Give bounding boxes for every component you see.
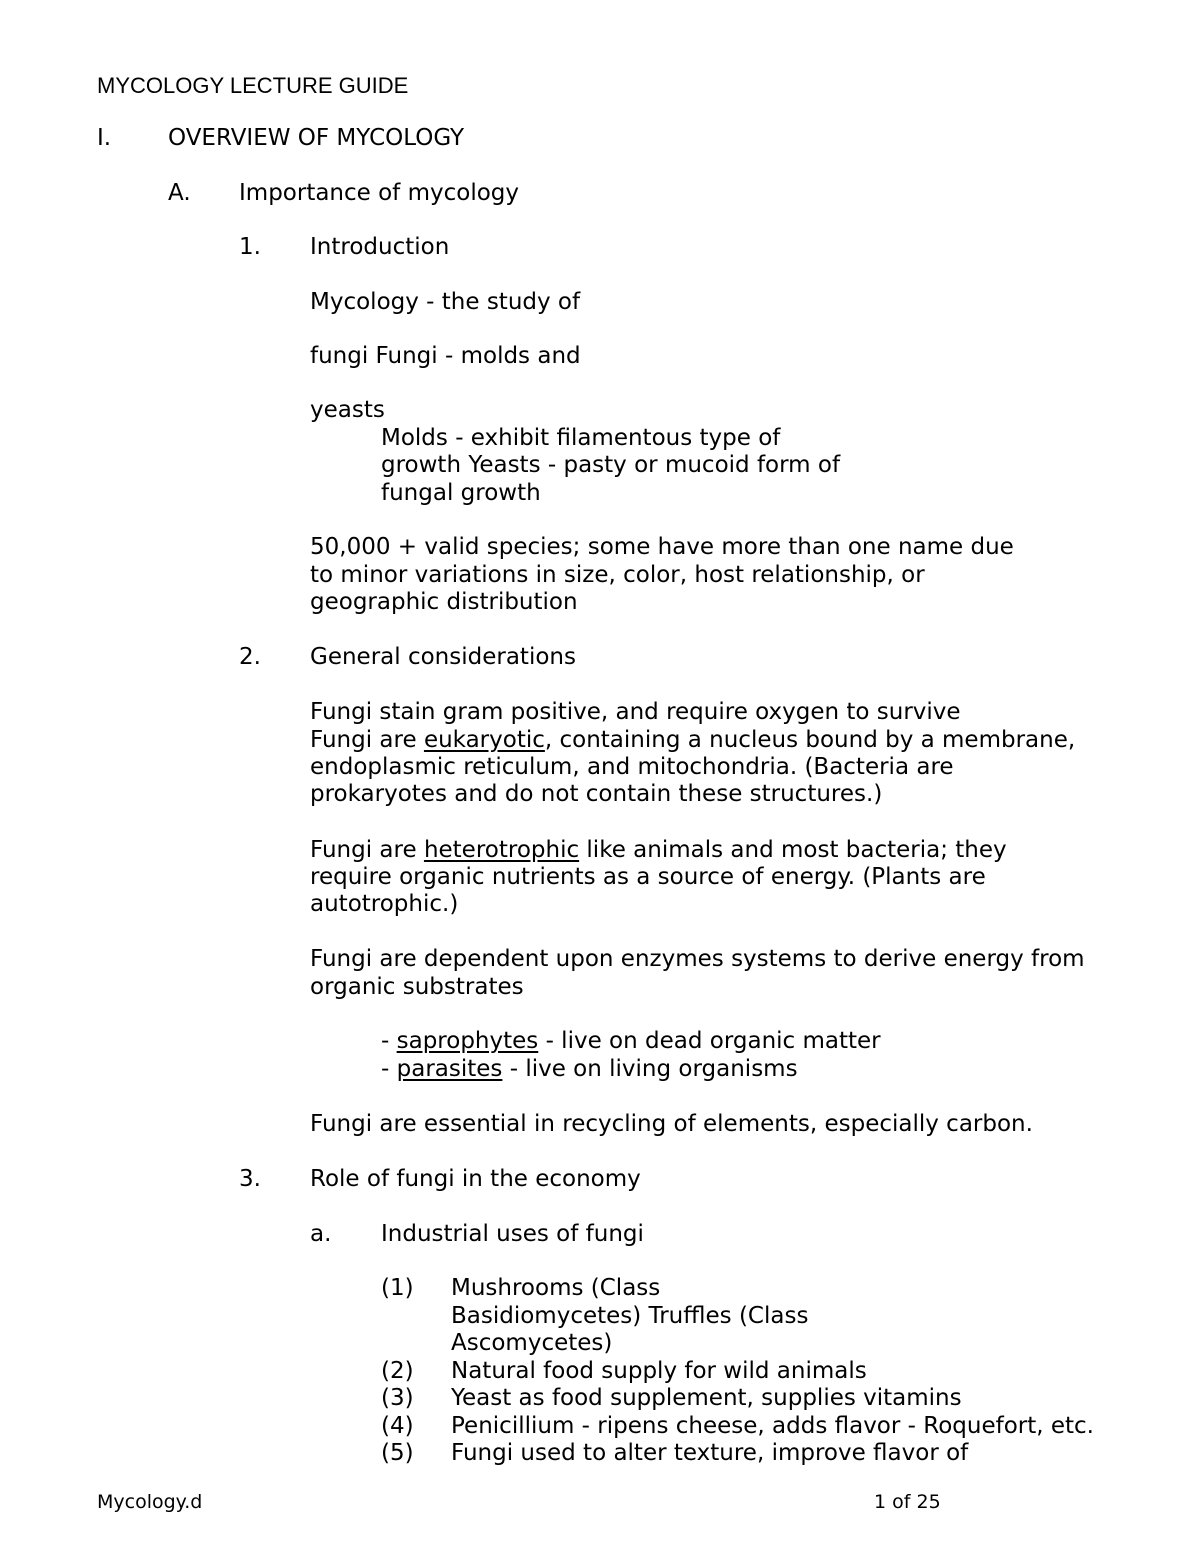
underlined-term: eukaryotic <box>423 727 545 753</box>
item-heading: Introduction <box>310 234 450 260</box>
text-line: 50,000 + valid species; some have more than one name due <box>310 534 1014 560</box>
section-number: I. <box>97 125 112 151</box>
text-line: prokaryotes and do not contain these structures.) <box>310 781 883 807</box>
text-line: endoplasmic reticulum, and mitochondria. (Bacteria are <box>310 754 954 780</box>
subsection-letter: A. <box>168 180 191 206</box>
text-line: fungal growth <box>381 480 541 506</box>
bullet-dash: - <box>381 1056 397 1082</box>
text-line: organic substrates <box>310 974 524 1000</box>
text-run: like animals and most bacteria; they <box>579 837 1007 863</box>
text-run: Fungi are <box>310 837 424 863</box>
text-line: to minor variations in size, color, host relationship, or <box>310 562 925 588</box>
list-item-line: Mushrooms (Class <box>451 1275 661 1301</box>
list-number: (4) <box>381 1413 414 1439</box>
document-title: MYCOLOGY LECTURE GUIDE <box>97 73 409 98</box>
text-line: yeasts <box>310 397 385 423</box>
text-line: fungi Fungi - molds and <box>310 343 581 369</box>
list-item-line: Penicillium - ripens cheese, adds flavor - Roquefort, etc. <box>451 1413 1094 1439</box>
list-number: (2) <box>381 1358 414 1384</box>
text-line <box>310 837 1007 864</box>
text-line <box>310 727 1075 754</box>
text-line: Mycology - the study of <box>310 289 581 315</box>
item-heading: Role of fungi in the economy <box>310 1166 641 1192</box>
subsection-heading: Importance of mycology <box>239 180 519 206</box>
text-run: - live on dead organic matter <box>538 1028 881 1054</box>
text-line: geographic distribution <box>310 589 578 615</box>
item-heading: General considerations <box>310 644 576 670</box>
list-number: (1) <box>381 1275 414 1301</box>
list-number: (3) <box>381 1385 414 1411</box>
section-heading: OVERVIEW OF MYCOLOGY <box>168 125 465 151</box>
text-line: Fungi stain gram positive, and require oxygen to survive <box>310 699 961 725</box>
bullet-line <box>381 1056 798 1083</box>
text-run: , containing a nucleus bound by a membrane, <box>544 727 1076 753</box>
item-number: 1. <box>239 234 261 260</box>
footer-page-number: 1 of 25 <box>874 1491 941 1513</box>
underlined-term: saprophytes <box>396 1028 539 1054</box>
item-number: 3. <box>239 1166 261 1192</box>
list-item-line: Yeast as food supplement, supplies vitamins <box>451 1385 962 1411</box>
text-line: require organic nutrients as a source of energy. (Plants are <box>310 864 986 890</box>
list-item-line: Basidiomycetes) Truffles (Class <box>451 1303 809 1329</box>
bullet-line <box>381 1028 881 1055</box>
subitem-letter: a. <box>310 1221 332 1247</box>
bullet-dash: - <box>381 1028 397 1054</box>
underlined-term: heterotrophic <box>423 837 580 863</box>
text-line: growth Yeasts - pasty or mucoid form of <box>381 452 841 478</box>
text-line: Molds - exhibit filamentous type of <box>381 425 781 451</box>
text-line: Fungi are dependent upon enzymes systems to derive energy from <box>310 946 1085 972</box>
text-run: Fungi are <box>310 727 424 753</box>
list-item-line: Ascomycetes) <box>451 1330 613 1356</box>
subitem-heading: Industrial uses of fungi <box>381 1221 644 1247</box>
text-run: - live on living organisms <box>502 1056 798 1082</box>
text-line: autotrophic.) <box>310 891 459 917</box>
item-number: 2. <box>239 644 261 670</box>
footer-filename: Mycology.d <box>97 1491 203 1513</box>
list-item-line: Natural food supply for wild animals <box>451 1358 867 1384</box>
text-line: Fungi are essential in recycling of elements, especially carbon. <box>310 1111 1033 1137</box>
underlined-term: parasites <box>396 1056 503 1082</box>
list-number: (5) <box>381 1440 414 1466</box>
list-item-line: Fungi used to alter texture, improve flavor of <box>451 1440 969 1466</box>
